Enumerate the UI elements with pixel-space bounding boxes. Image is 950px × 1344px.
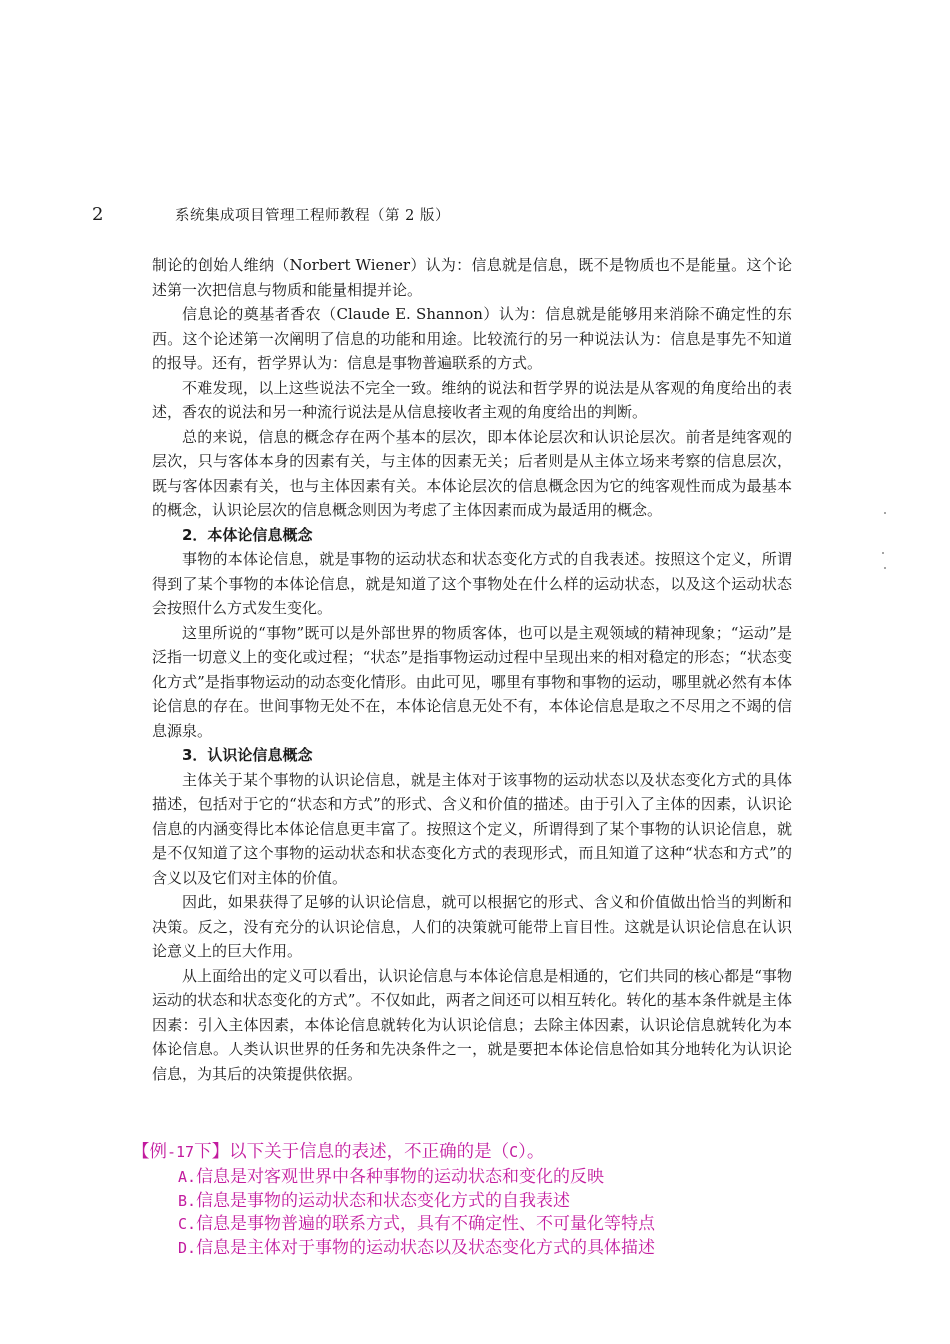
option-text: 信息是事物的运动状态和状态变化方式的自我表述 <box>196 1190 571 1211</box>
paragraph-shannon: 信息论的奠基者香农（Claude E. Shannon）认为：信息就是能够用来消除不确定性的东西。这个论述第一次阐明了信息的功能和用途。比较流行的另一种说法认为：信息是事先不知道的报导。还有，哲学界认为：信息是事物普遍联系的方式。 <box>152 305 792 372</box>
example-question-text: 以下关于信息的表述，不正确的是（ <box>229 1142 510 1162</box>
option-text: 信息是事物普遍的联系方式，具有不确定性、不可量化等特点 <box>196 1214 656 1234</box>
example-question <box>132 1140 822 1164</box>
option-a <box>178 1166 822 1190</box>
paragraph-ontological-definition: 事物的本体论信息，就是事物的运动状态和状态变化方式的自我表述。按照这个定义，所谓得到了某个事物的本体论信息，就是知道了这个事物处在什么样的运动状态，以及这个运动状态会按照什么方式发生变化。 <box>152 550 792 617</box>
section-heading-ontological: 2．本体论信息概念 <box>182 525 313 544</box>
paragraph-continued: 制论的创始人维纳（Norbert Wiener）认为：信息就是信息，既不是物质也不是能量。这个论述第一次把信息与物质和能量相提并论。 <box>152 256 792 299</box>
example-question-block <box>132 1140 822 1260</box>
body-text <box>152 253 792 1086</box>
paragraph-epistemological-role: 因此，如果获得了足够的认识论信息，就可以根据它的形式、含义和价值做出恰当的判断和决策。反之，没有充分的认识论信息，人们的决策就可能带上盲目性。这就是认识论信息在认识论意义上的巨大作用。 <box>152 893 792 960</box>
option-b <box>178 1190 822 1214</box>
example-options <box>178 1166 822 1260</box>
paragraph-two-levels: 总的来说，信息的概念存在两个基本的层次，即本体论层次和认识论层次。前者是纯客观的层次，只与客体本身的因素有关，与主体的因素无关；后者则是从主体立场来考察的信息层次，既与客体因素有关，也与主体因素有关。本体论层次的信息概念因为它的纯客观性而成为最基本的概念，认识论层次的信息概念则因为考虑了主体因素而成为最适用的概念。 <box>152 427 792 519</box>
example-tag-close: 下】 <box>194 1142 230 1162</box>
example-tag-open: 【例 <box>132 1142 167 1162</box>
running-head-title: 系统集成项目管理工程师教程（第 2 版） <box>175 208 450 224</box>
option-c <box>178 1213 822 1237</box>
scan-speck <box>884 512 886 514</box>
paragraph-epistemological-definition: 主体关于某个事物的认识论信息，就是主体对于该事物的运动状态以及状态变化方式的具体描述，包括对于它的“状态和方式”的形式、含义和价值的描述。由于引入了主体的因素，认识论信息的内涵变得比本体论信息更丰富了。按照这个定义，所谓得到了某个事物的认识论信息，就是不仅知道了这个事物的运动状态和状态变化方式的表现形式，而且知道了这种“状态和方式”的含义以及它们对主体的价值。 <box>152 770 792 887</box>
example-answer: C <box>509 1143 519 1161</box>
option-letter: D. <box>178 1238 197 1257</box>
example-question-end: ）。 <box>518 1142 545 1162</box>
example-tag-code: -17 <box>167 1143 195 1161</box>
paragraph-ontological-explanation: 这里所说的“事物”既可以是外部世界的物质客体，也可以是主观领域的精神现象；“运动”是泛指一切意义上的变化或过程；“状态”是指事物运动过程中呈现出来的相对稳定的形态；“状态变化方式”是指事物运动的动态变化情形。由此可见，哪里有事物和事物的运动，哪里就必然有本体论信息的存在。世间事物无处不在，本体论信息无处不有，本体论信息是取之不尽用之不竭的信息源泉。 <box>152 623 792 740</box>
option-d <box>178 1237 822 1261</box>
scan-speck <box>882 552 884 554</box>
page-number: 2 <box>92 204 104 225</box>
option-letter: B. <box>178 1191 197 1210</box>
option-letter: C. <box>178 1215 197 1233</box>
scan-speck <box>884 567 886 569</box>
option-text: 信息是对客观世界中各种事物的运动状态和变化的反映 <box>196 1167 605 1187</box>
option-letter: A. <box>178 1168 197 1186</box>
paragraph-conversion: 从上面给出的定义可以看出，认识论信息与本体论信息是相通的，它们共同的核心都是“事物运动的状态和状态变化的方式”。不仅如此，两者之间还可以相互转化。转化的基本条件就是主体因素：引入主体因素，本体论信息就转化为认识论信息；去除主体因素，认识论信息就转化为本体论信息。人类认识世界的任务和先决条件之一，就是要把本体论信息恰如其分地转化为认识论信息，为其后的决策提供依据。 <box>152 966 792 1083</box>
section-heading-epistemological: 3．认识论信息概念 <box>182 746 313 764</box>
paragraph-comparison: 不难发现，以上这些说法不完全一致。维纳的说法和哲学界的说法是从客观的角度给出的表述，香农的说法和另一种流行说法是从信息接收者主观的角度给出的判断。 <box>152 378 792 421</box>
option-text: 信息是主体对于事物的运动状态以及状态变化方式的具体描述 <box>196 1237 656 1258</box>
